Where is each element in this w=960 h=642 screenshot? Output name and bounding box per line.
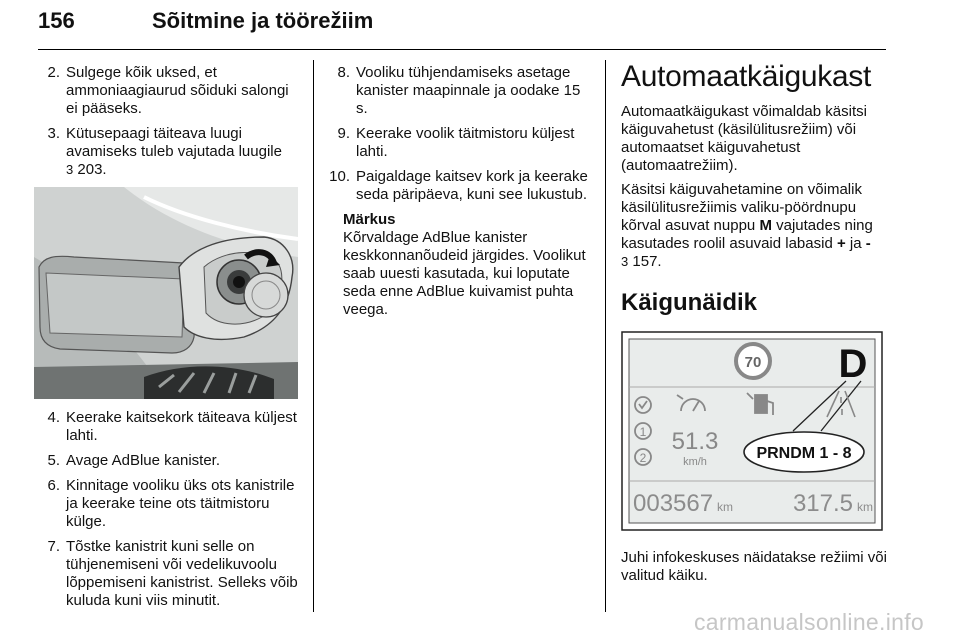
list-item: 6. Kinnitage vooliku üks ots kanistrile ja keerake teine ots täitmistoru külge. (47, 477, 295, 530)
section-heading: Automaatkäigukast (621, 60, 872, 93)
subheading: Käigunäidik (621, 289, 758, 316)
list-item: 2. Sulgege kõik uksed, et ammoniaagiaurud sõiduki salongi ei pääseks. (47, 64, 289, 117)
list-item: 7. Tõstke kanistrit kuni selle on tühjenemiseni või vedelikuvoolu lõppemiseni kanistrist. Selleks võib kuluda kuni viis minutit. (47, 538, 298, 609)
odometer-unit: km (717, 500, 733, 514)
column-3 (621, 60, 887, 591)
list-item: 8. Vooliku tühjendamiseks asetage kanister maapinnale ja oodake 15 s. (337, 64, 581, 117)
list-item: 3. Kütusepaagi täiteava luugi avamiseks tuleb vajutada luugile 3 203. (47, 125, 282, 178)
figure-caption: Juhi infokeskuses näidatakse režiimi või valitud käiku. (621, 549, 887, 584)
chapter-title: Sõitmine ja töörežiim (152, 8, 374, 33)
paragraph: Käsitsi käiguvahetamine on võimalik käsilülitusrežiimis valiku-pöördnupu kõrval asuvat nuppu M vajutades ning kasutades roolil asuvaid labasid + ja - 3 157. (621, 181, 873, 270)
header-rule (38, 49, 886, 50)
trip-marker-2: 2 (639, 451, 647, 465)
speed-limit-value: 70 (744, 354, 762, 371)
fuel-door-svg (34, 187, 298, 399)
page-ref[interactable]: 203. (77, 161, 107, 178)
column-2 (322, 64, 594, 319)
fuel-door-illustration (34, 187, 298, 399)
note-heading: Märkus (343, 211, 396, 228)
range-value: 317.5 (792, 490, 853, 517)
range-unit: km (857, 500, 873, 514)
gear-display-svg (621, 331, 883, 531)
selector-text: PRNDM 1 - 8 (756, 445, 852, 462)
speed-value: 51.3 (671, 428, 719, 455)
page-ref-icon: 3 (621, 254, 629, 269)
page-ref-icon: 3 (66, 162, 74, 177)
list-item: 9. Keerake voolik täitmistoru küljest lahti. (337, 125, 575, 160)
list-item: 4. Keerake kaitsekork täiteava küljest lahti. (47, 409, 297, 444)
speed-unit: km/h (683, 456, 707, 468)
column-1 (38, 64, 300, 617)
page-header (38, 4, 886, 48)
gear-indicator-display (621, 331, 883, 531)
odometer-value: 003567 (633, 490, 714, 517)
list-item: 5. Avage AdBlue kanister. (47, 452, 220, 469)
trip-marker-1: 1 (639, 425, 647, 439)
gear-letter: D (838, 342, 868, 386)
paragraph: Automaatkäigukast võimaldab käsitsi käiguvahetust (käsilülitusrežiim) või automaatset käiguvahetust (automaatrežiim). (621, 103, 867, 174)
page-number: 156 (38, 8, 75, 33)
column-divider-2 (605, 60, 606, 612)
column-divider-1 (313, 60, 314, 612)
key-m: M (759, 217, 772, 234)
note-text: Kõrvaldage AdBlue kanister keskkonnanõudeid järgides. Voolikut saab uuesti kasutada, kui loputate seda enne AdBlue kuivamist puhta veega. (343, 229, 586, 318)
page-ref[interactable]: 157. (632, 253, 662, 270)
watermark: carmanualsonline.info (693, 609, 924, 635)
list-item: 10. Paigaldage kaitsev kork ja keerake seda päripäeva, kuni see lukustub. (329, 168, 588, 203)
